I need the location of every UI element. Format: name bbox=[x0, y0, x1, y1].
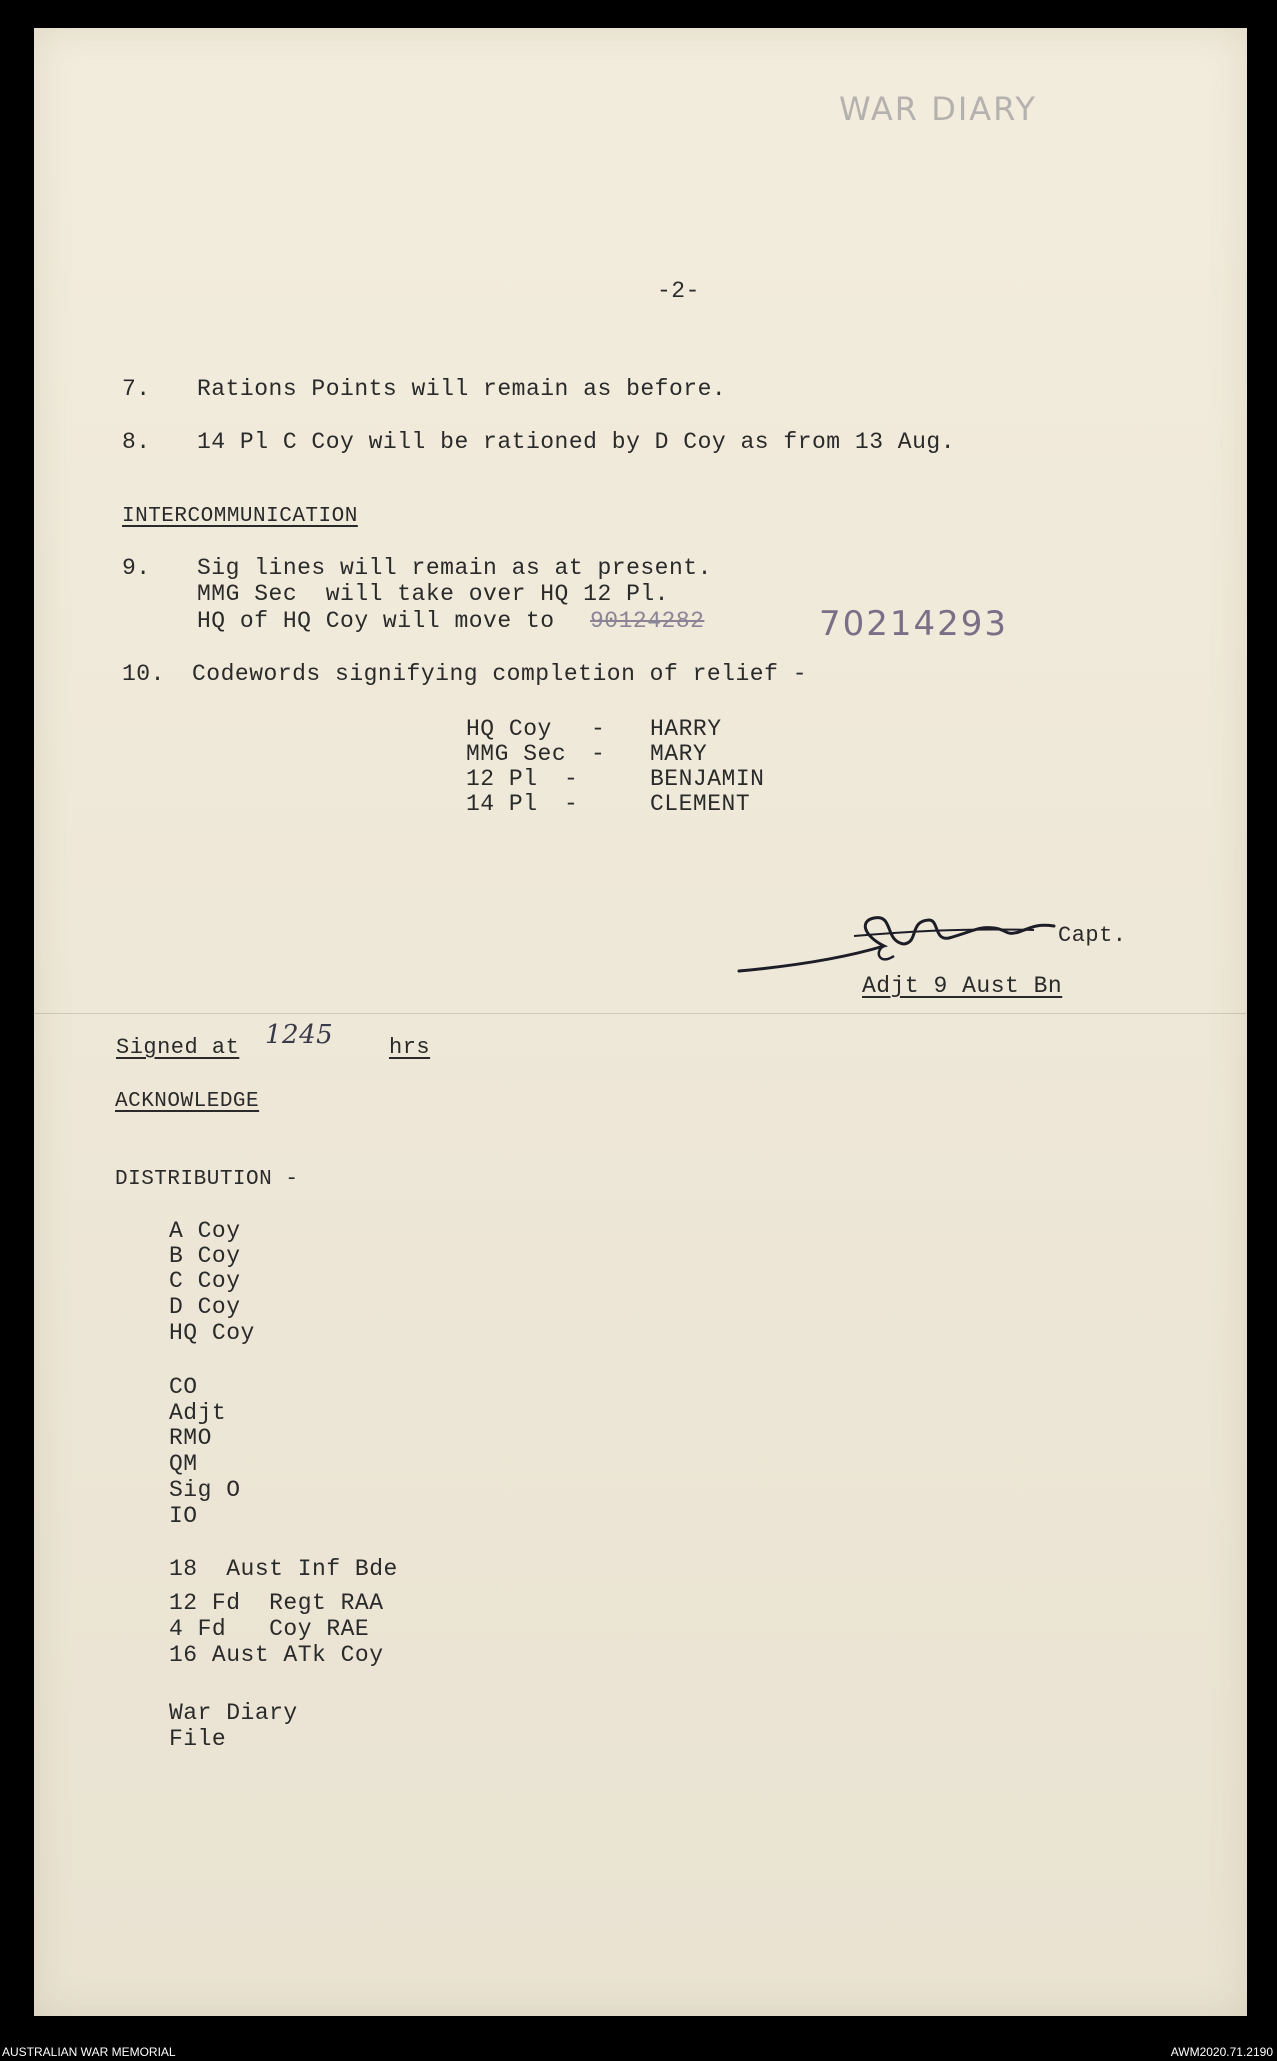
item-9-line-2: MMG Sec will take over HQ 12 Pl. bbox=[197, 581, 669, 607]
item-8-number: 8. bbox=[122, 429, 151, 455]
distribution-item: 18 Aust Inf Bde bbox=[169, 1556, 398, 1582]
footer-accession-number: AWM2020.71.2190 bbox=[1170, 2045, 1273, 2059]
item-8-text: 14 Pl C Coy will be rationed by D Coy as from 13 Aug. bbox=[197, 429, 956, 455]
signatory-rank: Capt. bbox=[1058, 923, 1127, 948]
distribution-item: Adjt bbox=[169, 1400, 227, 1426]
page-number: -2- bbox=[657, 278, 700, 304]
distribution-item: 4 Fd Coy RAE bbox=[169, 1616, 370, 1642]
distribution-item: File bbox=[169, 1726, 227, 1752]
distribution-item: QM bbox=[169, 1451, 198, 1477]
footer-institution: AUSTRALIAN WAR MEMORIAL bbox=[2, 2045, 176, 2059]
distribution-item: B Coy bbox=[169, 1243, 241, 1269]
distribution-item: 16 Aust ATk Coy bbox=[169, 1642, 384, 1668]
distribution-item: CO bbox=[169, 1374, 198, 1400]
distribution-item: HQ Coy bbox=[169, 1320, 255, 1346]
distribution-item: C Coy bbox=[169, 1268, 241, 1294]
signed-at-label: Signed at bbox=[116, 1035, 240, 1060]
item-10-number: 10. bbox=[122, 661, 165, 687]
distribution-item: D Coy bbox=[169, 1294, 241, 1320]
item-9-number: 9. bbox=[122, 555, 151, 581]
item-7-number: 7. bbox=[122, 376, 151, 402]
codeword-unit: 14 Pl bbox=[466, 791, 538, 817]
signed-hrs-label: hrs bbox=[389, 1035, 431, 1060]
distribution-item: 12 Fd Regt RAA bbox=[169, 1590, 384, 1616]
codeword-word: CLEMENT bbox=[650, 791, 751, 817]
item-10-text: Codewords signifying completion of relief - bbox=[192, 661, 807, 687]
distribution-item: War Diary bbox=[169, 1700, 298, 1726]
item-9-line-3: HQ of HQ Coy will move to bbox=[197, 608, 555, 634]
codeword-unit: HQ Coy bbox=[466, 716, 552, 742]
distribution-item: IO bbox=[169, 1503, 198, 1529]
item-7-text: Rations Points will remain as before. bbox=[197, 376, 727, 402]
distribution-item: RMO bbox=[169, 1425, 212, 1451]
distribution-heading: DISTRIBUTION - bbox=[115, 1168, 299, 1191]
document-page bbox=[34, 28, 1247, 2016]
distribution-item: A Coy bbox=[169, 1218, 241, 1244]
signed-time: 1245 bbox=[265, 1020, 334, 1050]
codeword-unit: MMG Sec bbox=[466, 741, 567, 767]
war-diary-mark: WAR DIARY bbox=[839, 90, 1037, 128]
codeword-dash: - bbox=[591, 741, 606, 767]
paper-fold-line bbox=[34, 1013, 1247, 1014]
intercommunication-heading: INTERCOMMUNICATION bbox=[122, 505, 358, 528]
codeword-word: HARRY bbox=[650, 716, 722, 742]
codeword-dash: - bbox=[564, 791, 579, 817]
codeword-word: BENJAMIN bbox=[650, 766, 765, 792]
struck-map-reference: 90124282 bbox=[590, 608, 705, 634]
codeword-dash: - bbox=[564, 766, 579, 792]
acknowledge-heading: ACKNOWLEDGE bbox=[115, 1090, 260, 1113]
signatory-title: Adjt 9 Aust Bn bbox=[862, 973, 1063, 999]
codeword-word: MARY bbox=[650, 741, 708, 767]
item-9-line-1: Sig lines will remain as at present. bbox=[197, 555, 712, 581]
codeword-unit: 12 Pl bbox=[466, 766, 538, 792]
handwritten-map-reference: 70214293 bbox=[819, 604, 1009, 644]
distribution-item: Sig O bbox=[169, 1477, 241, 1503]
codeword-dash: - bbox=[591, 716, 606, 742]
